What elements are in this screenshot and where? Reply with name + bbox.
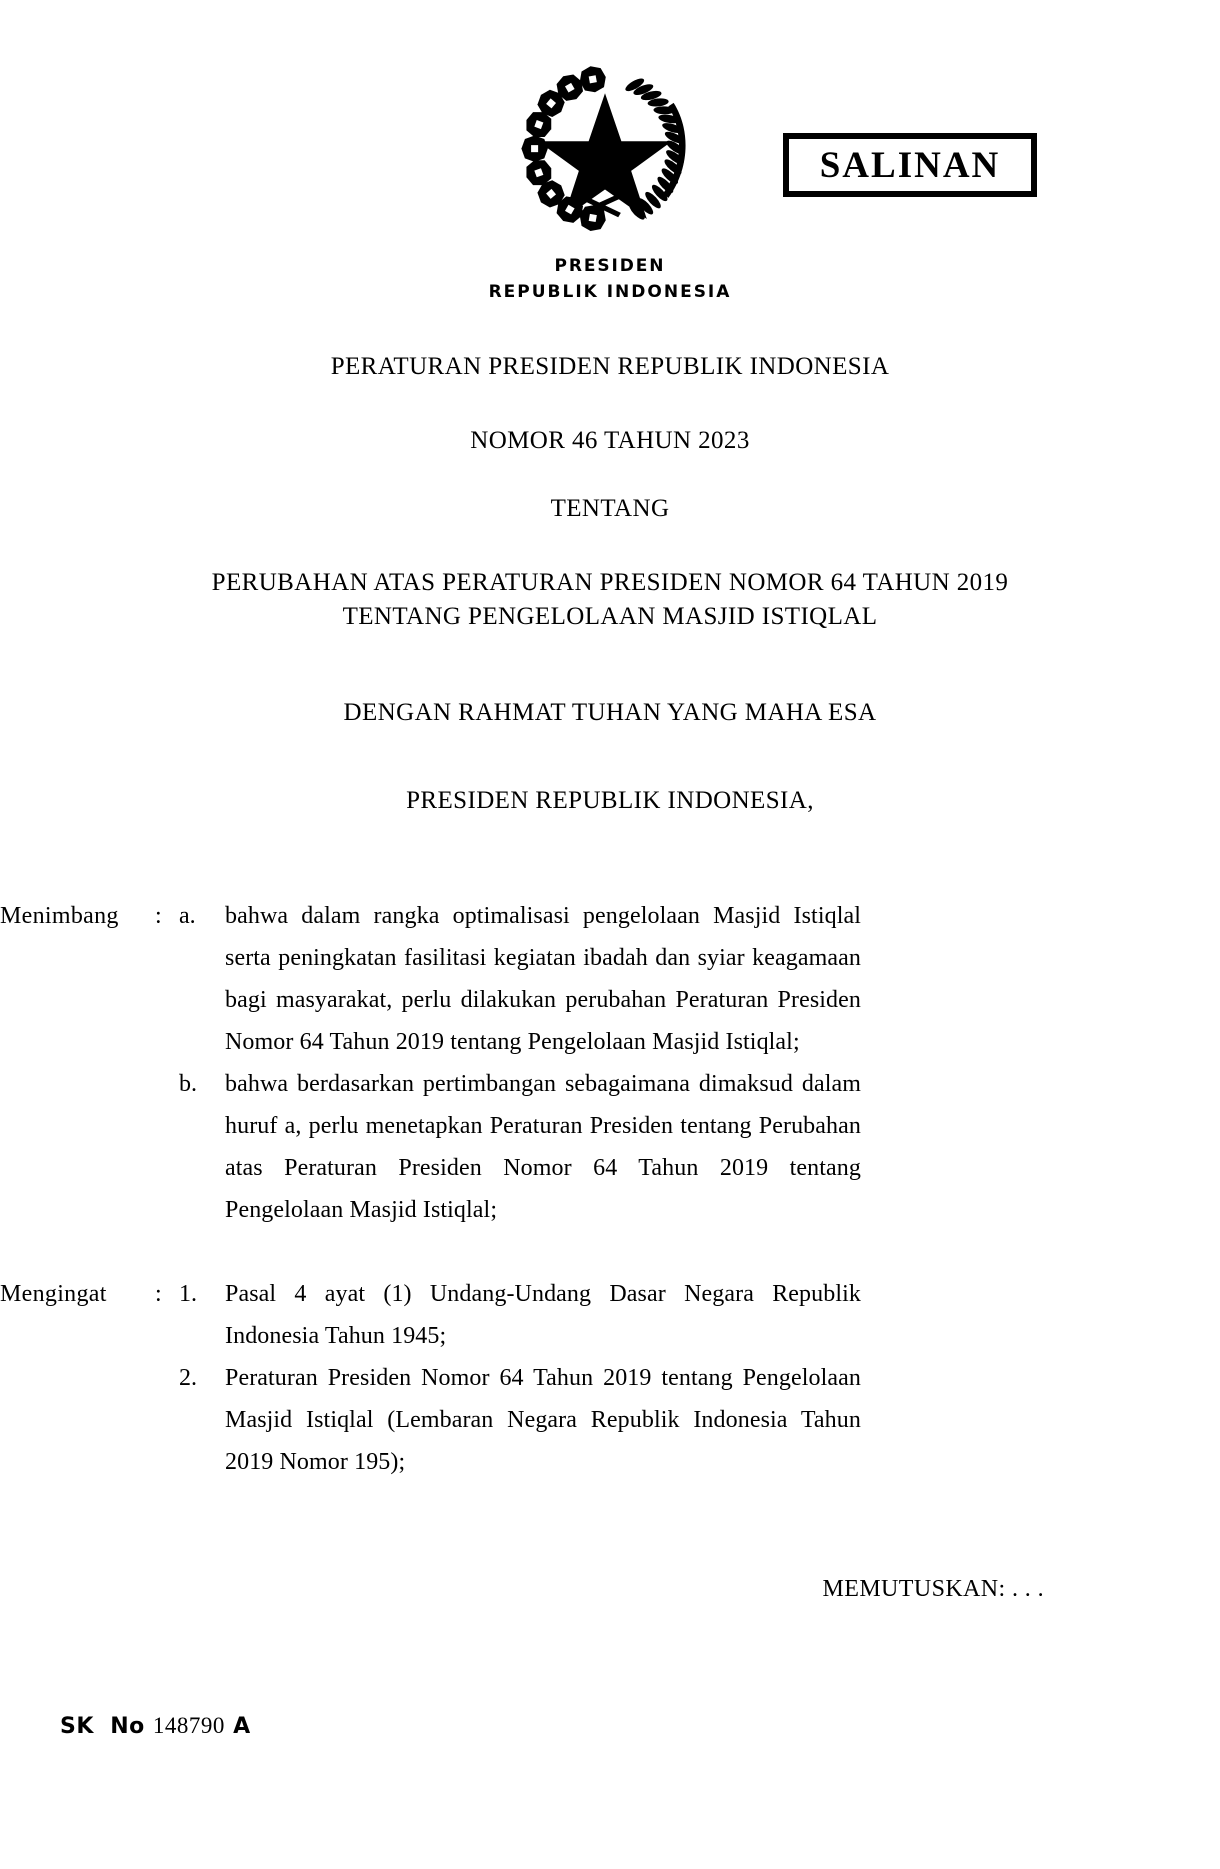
salinan-stamp <box>783 133 1037 197</box>
sk-footer <box>60 1713 251 1739</box>
clause-section-spacer <box>0 1231 1220 1273</box>
salinan-stamp-label: SALINAN <box>819 144 1001 186</box>
title-line-subject-2: TENTANG PENGELOLAAN MASJID ISTIQLAL <box>342 603 878 630</box>
sk-footer-prefix: SK No <box>60 1714 153 1739</box>
clause-item-text-cell <box>225 1357 1220 1483</box>
continuation-marker: MEMUTUSKAN: . . . <box>822 1576 1044 1602</box>
clause-item-text: bahwa dalam rangka optimalisasi pengelolaan Masjid Istiqlal serta peningkatan fasilitasi kegiatan ibadah dan syiar keagamaan bagi masyarakat, perlu dilakukan perubahan Peraturan Presiden Nomor 64 Tahun 2019 tentang Pengelolaan Masjid Istiqlal; <box>225 903 861 1055</box>
title-spacer <box>0 526 1220 566</box>
title-spacer <box>0 730 1220 784</box>
clause-row <box>0 1063 1220 1231</box>
document-title-block <box>0 350 1220 818</box>
clause-row <box>0 895 1220 1063</box>
clause-item-text: bahwa berdasarkan pertimbangan sebagaimana dimaksud dalam huruf a, perlu menetapkan Peraturan Presiden tentang Perubahan atas Peraturan Presiden Nomor 64 Tahun 2019 tentang Pengelolaan Masjid Istiqlal; <box>225 1071 861 1223</box>
title-line-number-year: NOMOR 46 TAHUN 2023 <box>470 427 750 454</box>
title-spacer <box>0 458 1220 492</box>
title-line-invocation: DENGAN RAHMAT TUHAN YANG MAHA ESA <box>343 699 877 726</box>
garuda-star-wreath-emblem <box>515 58 695 234</box>
clause-item-marker: a. <box>179 903 196 929</box>
institution-header-line-2: REPUBLIK INDONESIA <box>488 282 732 302</box>
clause-label-menimbang: Menimbang <box>0 903 119 929</box>
clause-row <box>0 1273 1220 1357</box>
title-line-issuer: PRESIDEN REPUBLIK INDONESIA, <box>406 787 814 814</box>
clause-row <box>0 1357 1220 1483</box>
clause-item-marker: 2. <box>179 1365 197 1391</box>
title-line-subject-1: PERUBAHAN ATAS PERATURAN PRESIDEN NOMOR 64 TAHUN 2019 <box>211 569 1009 596</box>
title-line-regulation-type: PERATURAN PRESIDEN REPUBLIK INDONESIA <box>330 353 890 380</box>
institution-header <box>0 253 1220 305</box>
title-line-tentang: TENTANG <box>550 495 670 522</box>
considerations-body <box>0 895 1220 1483</box>
clause-item-text-cell <box>225 1273 1220 1357</box>
clause-label-cell <box>0 1273 155 1315</box>
clause-item-marker: b. <box>179 1071 197 1097</box>
clause-item-text: Peraturan Presiden Nomor 64 Tahun 2019 tentang Pengelolaan Masjid Istiqlal (Lembaran Negara Republik Indonesia Tahun 2019 Nomor 195); <box>225 1365 861 1475</box>
sk-footer-number: 148790 <box>152 1713 225 1738</box>
title-spacer <box>0 634 1220 696</box>
clause-label-mengingat: Mengingat <box>0 1281 107 1307</box>
clause-label-cell <box>0 895 155 937</box>
clause-colon: : <box>155 903 162 929</box>
clause-item-text-cell <box>225 895 1220 1063</box>
clause-colon: : <box>155 1281 162 1307</box>
title-spacer <box>0 384 1220 424</box>
clause-item-marker: 1. <box>179 1281 197 1307</box>
clause-item-text-cell <box>225 1063 1220 1231</box>
sk-footer-suffix: A <box>224 1714 251 1739</box>
clause-item-text: Pasal 4 ayat (1) Undang-Undang Dasar Negara Republik Indonesia Tahun 1945; <box>225 1281 861 1349</box>
institution-header-line-1: PRESIDEN <box>554 256 666 276</box>
